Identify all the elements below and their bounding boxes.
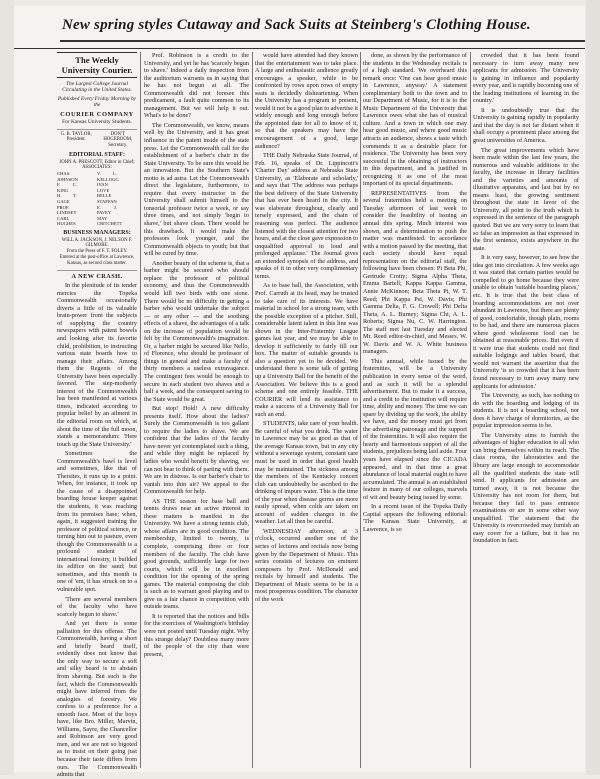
- officer-secretary: DON'T HOGEBOOM, Secretary.: [103, 131, 133, 149]
- article-paragraph: Sometimes the Commonwealth's bawl is level and sometimes, like that of Thersites, it runs up to a point. When, for instance, it took up the cause of a disappointed boarding house keeper against the students, it was reaching from its premises base; when, again, it suggested training the professor of political science, or turning him out to pasture, even though the Commonwealth is a profound student of international forestry, it builded its edifice on the sand; but sometimes, and this month is one of 'em, it has struck on to a vulnerable spot.: [57, 450, 137, 593]
- column-rule: [252, 52, 253, 768]
- article-paragraph: AS THE season for base ball and tennis draws near an active interest in these matters is manifest in the University. We have a strong tennis club, whose affairs are in good condition. The membership, limited to twenty, is complete, comprising three or four members of the faculty. The club have good grounds, sufficiently large for two courts, which will be in excellent condition for the opening of the spring games. The material composing the club is such as to warrant good playing and to give us a fair chance in competition with outside teams.: [144, 497, 249, 611]
- article-paragraph: The Commonwealth, we know, means well by the University, and it has great influence in the patent inside of the state press. Let the Commonwealth call for the establishment of a barber's chair in the State University. To be sure this would be an innovation. But the Southern State's motto is ad astra. Let the Commonwealth direct the legislature, furthermore, to require that every instructor in the University shall submit himself to the tonsorial professor twice a week, or say three times, and not simply 'begin to shave,' but shave clean. There would be this drawback. It would make the professors look younger, and the Commonwealth objects to youth; but that will be cured by time.: [144, 121, 249, 258]
- column-2: [144, 52, 249, 770]
- associates-list: [57, 171, 137, 227]
- business-managers: WILL A. JACKSON, J. NELSON F. GILMORE.: [61, 237, 133, 249]
- associate-name: MAY CRITCHETT: [97, 215, 123, 227]
- masthead-subtitle: The Largest College Journal Circulating in the United States.: [62, 81, 132, 94]
- article-paragraph: crowded that it has been found necessary to turn away many new applicants for admission. The University is gaining in influence and popularity every year, and is rapidly becoming one of the leading institutions of learning in the country.': [473, 52, 579, 105]
- article-paragraph: The University aims to furnish the advantages of higher education to all who can bring themselves within its reach. The class rooms, the laboratories and the library are large enough to accommodate all the qualified students the state will send. If applicants for admission are turned away, it is not because the University has not room for them, but because they fail to pass entrance examinations or are in some other way unqualified. The statement that the University is overcrowded may furnish an easy cover for a failure, but it has no foundation in fact.: [473, 431, 579, 545]
- column-3: [255, 52, 358, 770]
- article-paragraph: In the plenitude of its tender mercies the Topeka Commonwealth occasionally diverts a little of its valuable brain-power from the subjects of supplying the country newspapers with patent bowels and looking after its favorite child, prohibition, to instructing various state boards how to manage their affairs. Among them the Regents of the University have been especially favored. The step-motherly interest of the Commonwealth has been manifested at various times, indicated according to popular belief by an ailment in the editorial room on which, at about the time of the full moon, stands a memorandum: 'Here touch up the State University.': [57, 282, 137, 448]
- associate-name: H. T. GAGE: [57, 193, 77, 205]
- masthead-published: Published Every Friday Morning by the: [57, 95, 137, 109]
- article-paragraph: STUDENTS, take care of your health. Be careful of what you drink. The water in Lawrence may be as good as that of the average Kansas town, but in any city without a sewerage system, constant care must be used in order that good health may be maintained. The sickness among the members of the Kentucky concert club can undoubtedly be ascribed to the drinking of impure water. This is the time of the year when disease germs are more easily spread, when colds are taken on account of sudden changes in the weather. Let all then be careful.: [255, 420, 358, 526]
- associate-name: V. L. KELLOGG: [97, 171, 119, 182]
- associate-name: CHAS. JOHNSON: [57, 171, 78, 182]
- article-paragraph: The great improvements which have been made within the last few years, the numerous and valuable additions to the faculty, the increase in library facilities and the varieties and amounts of illustrative apparatus, and last but by no means least, the growing sentiment throughout the state in favor of the University, all point to the truth which is expressed in the sentence of the paragraph quoted. But we are very sorry to learn that so false an impression as that expressed in the first sentence, exists anywhere in the state.: [473, 146, 579, 252]
- associate-name: F. C. KING: [57, 182, 77, 193]
- article-heading: A NEW CRASH.: [57, 270, 137, 281]
- article-paragraph: THE Daily Nebraska State Journal, of Feb. 16, speaks of Dr. Lippincott's 'Charter Day' address at Nebraska State University, as 'Elaborate and scholarly,' and says that 'The address was perhaps the best delivery of the State University that has ever been heard in the city. It was elaborate throughout, clearly and tersely expressed, and the chain of reasoning was perfect. The audience listened with the closest attention for two hours, and at the close gave expression to unqualified approval in loud and prolonged applause.' The Journal gives an extended synopsis of the address, and speaks of it in other very complimentary terms.: [255, 152, 358, 280]
- officers-row: [57, 129, 137, 149]
- column-rule: [140, 52, 141, 768]
- adjacent-page-edge: [586, 0, 600, 775]
- postal-entry-note: Entered at the post-office at Lawrence, Kansas, as second class matter.: [59, 254, 135, 266]
- banner-text: New spring styles Cutaway and Sack Suits at Steinberg's Clothing House.: [62, 17, 531, 33]
- associates-label: ASSOCIATES:: [82, 165, 112, 171]
- article-paragraph: This annual, while issued by the fraternities, will be a University publication in every sense of the word, and as such it will be a splendid advertisement. But to make it a success, and a credit to the institution will require time, ability and money. The time we can spare by dividing up the work, the ability we have, and the money must get from the advertising patronage and the support of the fraternities. It will also require the hearty and harmonious support of all the students, prejudices being laid aside. Four years have elapsed since the CICADA appeared, and in that time a great abundance of local material ought to have accumulated. The annual is an established feature in many of our colleges, marvels of wit and beauty being issued by some.: [363, 357, 468, 501]
- column-1: [57, 52, 137, 779]
- column-rule: [470, 52, 471, 768]
- article-paragraph: would have attended had they known that the entertainment was to take place. A large and enthusiastic audience greatly encourages a speaker, while to be confronted by rows upon rows of empty seats is decidedly disheartening. When the University has a program to present, would it not be a good plan to advertise it widely enough and long enough before the appointed date for all to know of it, so that the speakers may have the encouragement of a good, large audience?: [255, 52, 358, 150]
- article-paragraph: It is very easy, however, to see how the idea got into circulation. A few weeks ago it was stated that certain parties would be compelled to go home because they were unable to obtain 'suitable boarding places,' etc. It is true that the best class of boarding accommodations are not over abundant in Lawrence, but there are plenty of good, comfortable, though plain, rooms to be had, and there are numerous places where good wholesome food can be obtained at reasonable prices. But even if it were true that students could not find suitable lodgings and tables board, that would not warrant the assertion that the University 'is so crowded that it has been found necessary to turn away many new applicants for admission.': [473, 254, 580, 390]
- page-binding-edge: [0, 0, 14, 775]
- article-paragraph: In a recent issue of the Topeka Daily Capital appears the following editorial: 'The Kansas State University, at Lawrence, is so: [363, 503, 467, 533]
- associate-name: BELLE STAFFAN: [97, 193, 117, 205]
- associates-left: [57, 171, 97, 227]
- advertisement-banner: [14, 6, 585, 49]
- column-5: [473, 52, 579, 770]
- article-paragraph: But stop! Hold! A new difficulty presents itself. How about the ladies? Surely the Commonwealth is too gallant to require the ladies to shave. We are confident that the ladies of the faculty have never yet contemplated such a thing, and while they might be replaced by ladies who would benefit by shaving, we can not bear to think of parting with them. We are in distress. Is our barber's chair to vanish into thin air? We appeal to the Commonwealth for help.: [144, 405, 249, 496]
- article-paragraph: It is undoubtedly true that the University is gaining rapidly in popularity and that the day is not far distant when it shall occupy a prominent place among the great universities of America.: [473, 106, 579, 145]
- business-managers-heading: BUSINESS MANAGERS:: [63, 230, 131, 237]
- associate-name: CARL HUGHES: [57, 215, 76, 227]
- associate-name: E. J. PAVEY: [97, 204, 117, 216]
- article-paragraph: 'There are several members of the faculty who have scarcely begun to shave.': [57, 595, 137, 618]
- masthead-title: The Weekly University Courier.: [57, 52, 137, 78]
- article-paragraph: Prof. Robinson is a credit to the University, and yet he has 'scarcely begun to shave.' Indeed a daily inspection from the auditorium warrants us in saying that he has not begun at all. The Commonwealth did not foresee this predicament, a fault quite common to its management. But we will help it out. What's to be done?: [144, 52, 249, 120]
- press-note: From the Press of F. T. FOLEY.: [66, 249, 128, 255]
- newspaper-page: [14, 6, 585, 779]
- masthead-publisher: COURIER COMPANY: [60, 110, 134, 118]
- article-paragraph: REPRESENTATIVES from the several fraternities held a meeting on Tuesday afternoon of last week to consider the feasibility of issuing an annual this spring. Much interest was shown, and a determination to push the matter was manifested. In accordance with a motion passed by the meeting, that each society should have equal representation on the editorial staff, the following have been chosen: Pi Beta Phi, Gertrude Crotty; Sigma Alpha Theta, Emma Bartell; Kappa Kappa Gamma, Annie McKinnon; Beta Theta Pi, W. T. Reed; Phi Kappa Psi, W. Davis; Phi Gamma Delta, F. G. Crowell; Phi Delta Theta, A. L. Burney; Sigma Chi, A. L. Roberts; Sigma Nu, C. W. Harrington. The staff met last Tuesday and elected Mr. Reed editor-in-chief, and Messrs. W. W. Davis and W. A. White business managers.: [363, 189, 467, 356]
- officer-president: G. B. TAYLOR, President.: [60, 131, 92, 143]
- editorial-staff-heading: EDITORIAL STAFF:: [69, 151, 125, 158]
- banner-rule: [60, 40, 585, 42]
- associate-name: IVAN LOVE: [97, 182, 110, 193]
- editor-in-chief: JOHN A. PRESCOTT, Editor in Chief;: [59, 159, 135, 165]
- article-paragraph: It is reported that the notices and bills for the exercises of Washington's birthday were not posted until Tuesday night. Why this strange delay? Doubtless many more of the people of the city than were present,: [144, 612, 249, 658]
- article-paragraph: Another beauty of the scheme is, that a barber might be secured who should replace the professor of political economy, and thus the Commonwealth would kill two birds with one stone. There would be no difficulty in getting a barber who would undertake the subject — or any other — and the soothing effects of a shave, the advantages of a talk on the increase of population would be felt by the Commonwealth's imagination. Or, a barber might be secured like Nello, of Florence, who should be professor of things in general and make a faculty of thirty members a useless extravagance. The contingent fees would be enough to secure in each student two shaves and a half a week, and the consequent saving to the State would be great.: [144, 259, 249, 403]
- masthead-for: For Kansas University Students.: [62, 119, 132, 126]
- column-rule: [360, 52, 361, 768]
- associate-name: PROF. LINDSEY: [57, 204, 77, 216]
- article-paragraph: done, as shown by the performance of the students in the Wednesday recitals is of a high standard. We overheard this remark once: 'One can hear good music in Lawrence, anyway.' A statement complimentary both to the town and to our Department of Music, for it is to the Music Department of the University that Lawrence owes what she has of musical culture. And a town in which one may hear good music, and where good music attracts an audience, shows a taste which commends it as a desirable place for residence. The University has been very successful in the obtaining of instructors in this department, and is justified in recognizing it as one of the most important of its special departments.: [363, 52, 467, 188]
- article-paragraph: The University, as such, has nothing to do with the boarding and lodging of its students. It is not a boarding school, nor does it have charge of dormitories, as the popular impression seems to be.: [473, 392, 579, 430]
- column-4: [363, 52, 467, 770]
- article-paragraph: WEDNESDAY afternoon, at 3 o'clock, occurred another one of the series of lectures and recitals now being given by the Department of Music. This series consists of lectures on eminent composers by Prof. McDonald and recitals by himself and students. The Department of Music seems to be in a most prosperous condition. The character of the work: [255, 527, 358, 603]
- article-paragraph: And yet there is some palliation for this offense. The Commonwealth, having a short and briefly beard itself, evidently does not know that the only way to secure a soft and silky beard is to abstain from shaving. But such is the fact, which the Commonwealth might have inferred from the analogies of forestry. We confess to a preference for a smooth face. Most of the boys have, like Bro. Miller, Marvin, Williams, Sayre, the Chancellor and Robinson are very good men, and we are not so bigoted as to insist on their going just because their taste differs from ours. The Commonwealth admits that: [57, 620, 137, 779]
- article-paragraph: As to base ball, the Association, with Prof. Carruth at its head, may be trusted to take care of its interests. We have material in school for a strong team, with the possible exception of a pitcher. Still, considerable latent talent in this line was shown in the Inter-Fraternity League games last year, and we may be able to develop it sufficiently to fairly fill our box. The matter of suitable grounds is also a question yet to be decided. We understand there is some talk of getting up a University Ball for the benefit of the Association. We believe this is a good scheme and one entirely feasible. THE COURIER will lend its assistance to make a success of a University Ball for such an end.: [255, 282, 358, 418]
- associates-right: [97, 171, 137, 227]
